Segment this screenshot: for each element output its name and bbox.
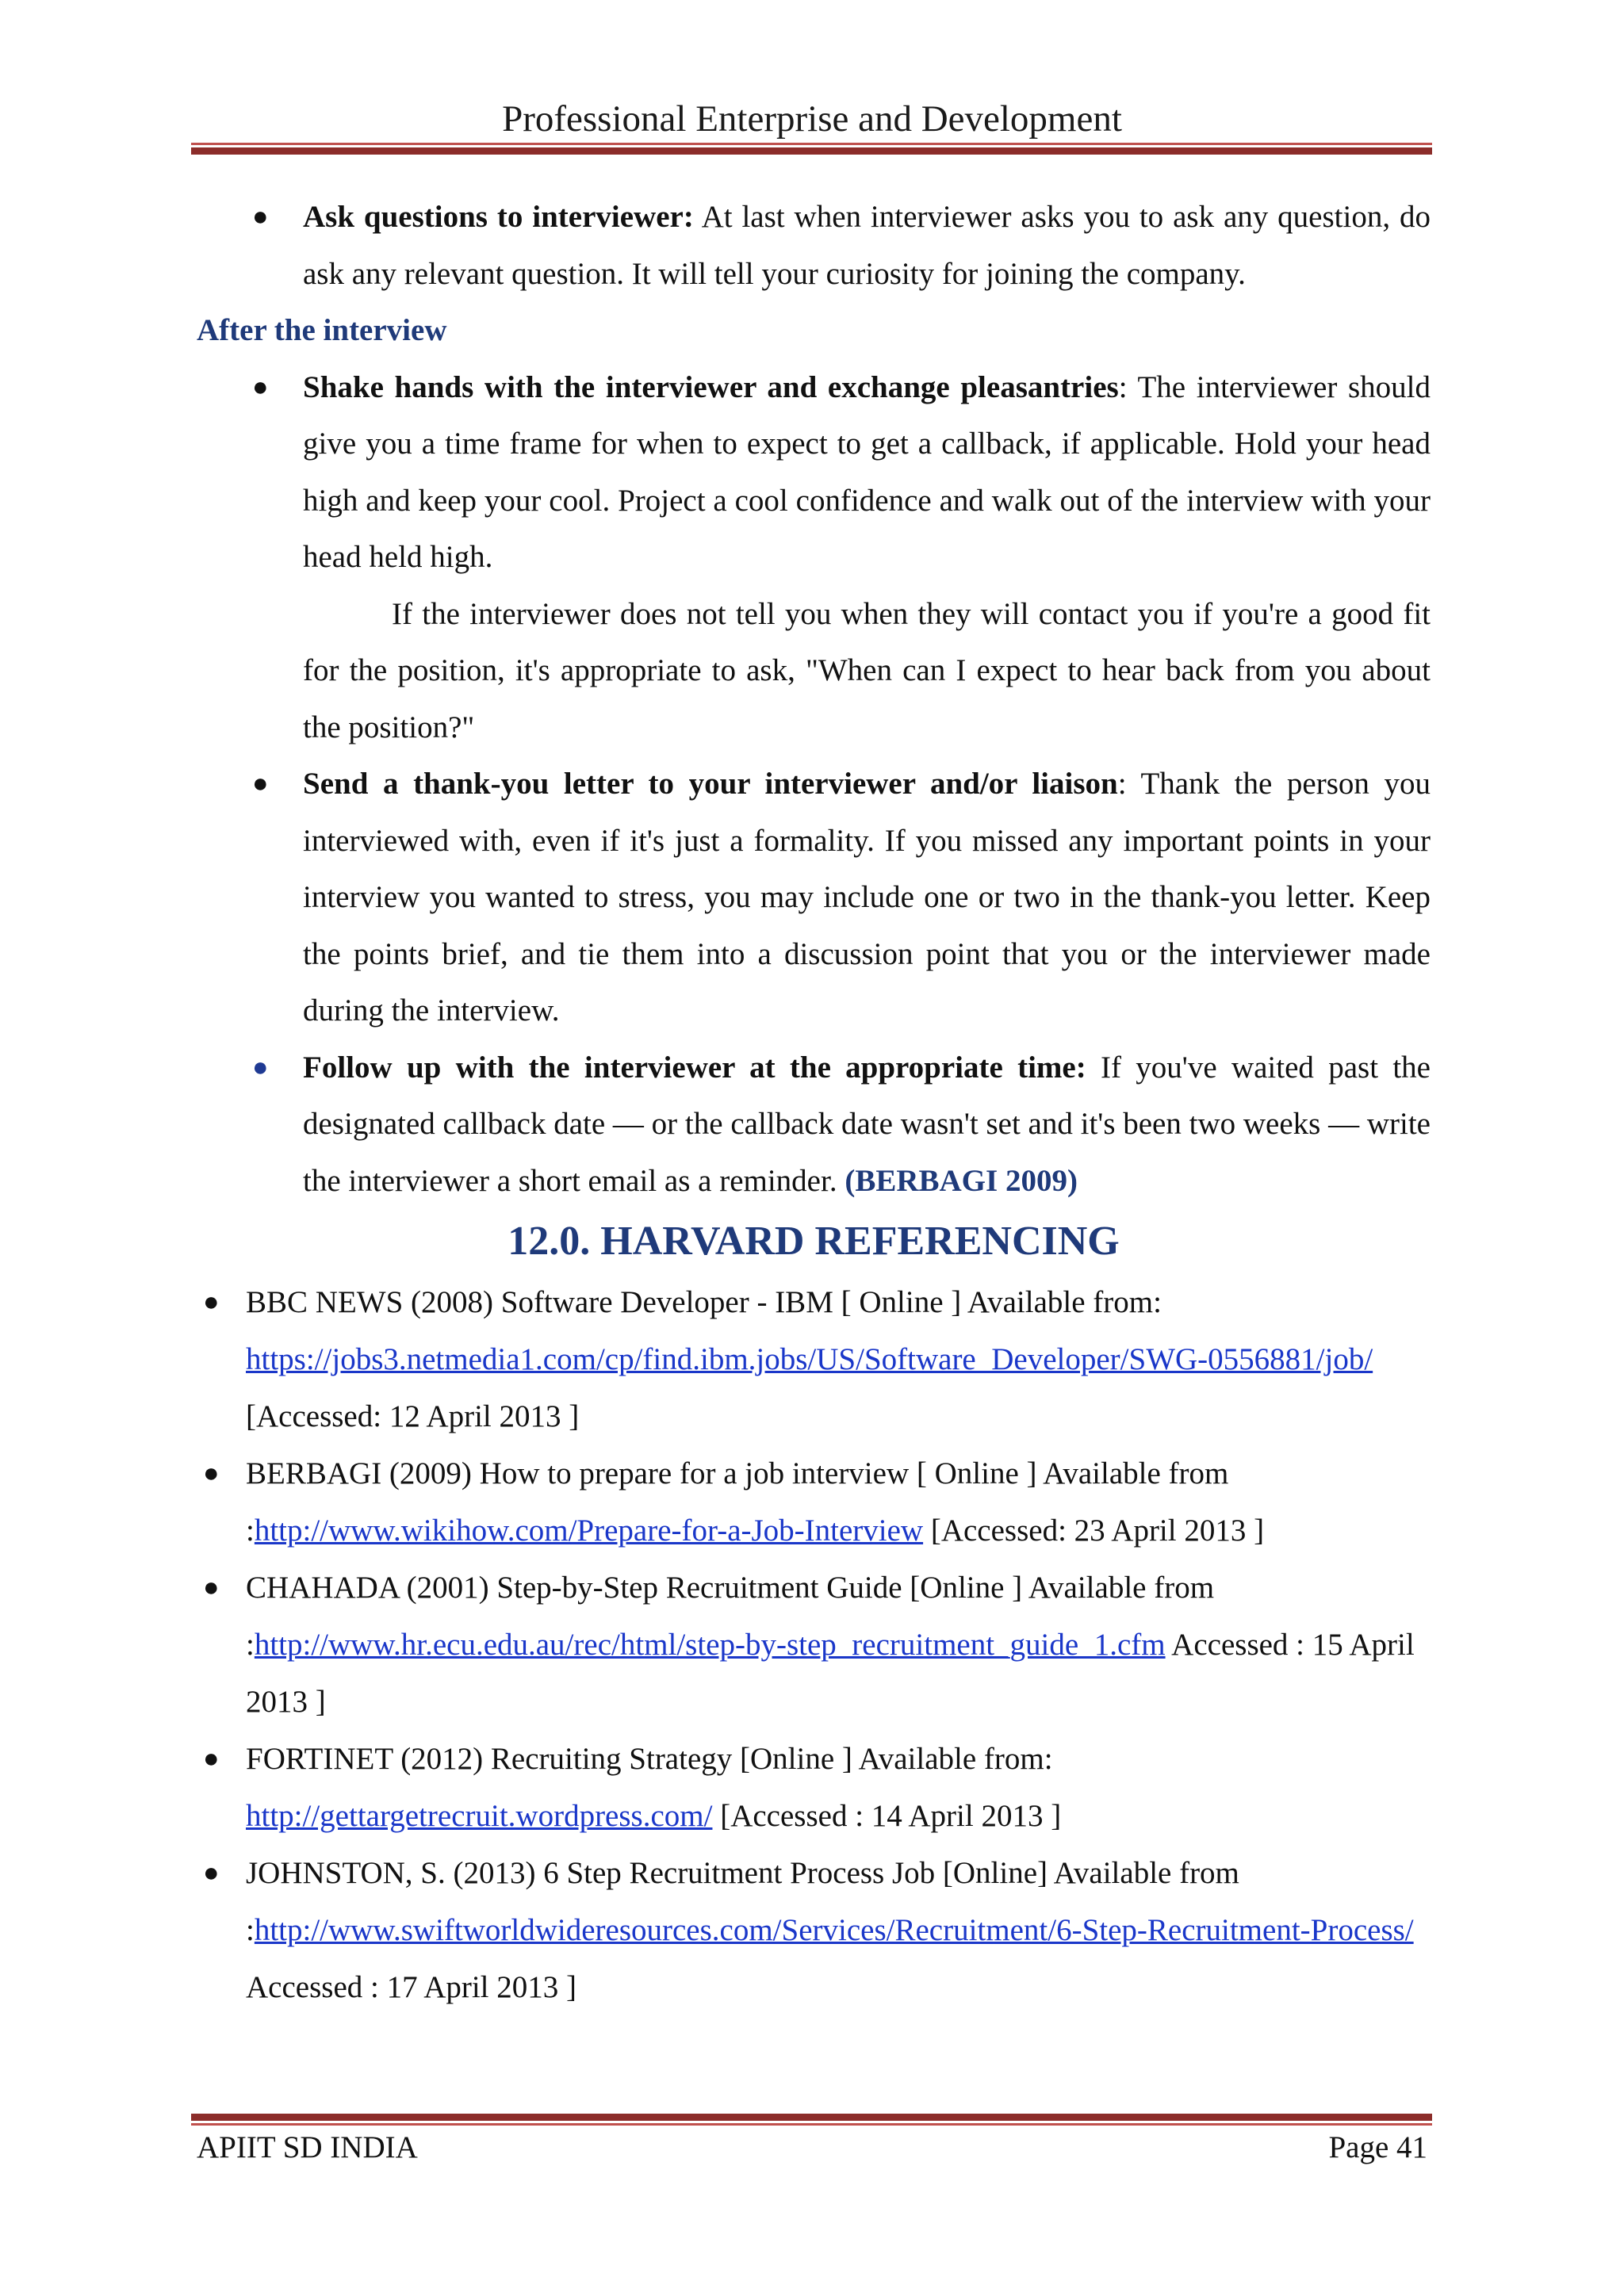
reference-item — [197, 1445, 1431, 1559]
bullet-icon: ● — [252, 372, 269, 402]
reference-accessed: Accessed : 15 April 2013 ] — [246, 1628, 1415, 1719]
reference-item — [197, 1731, 1431, 1845]
page-header-title: Professional Enterprise and Development — [502, 98, 1122, 140]
reference-list — [197, 1274, 1431, 2016]
bullet-icon: ● — [203, 1459, 220, 1488]
bullet-heading: Ask questions to interviewer: — [303, 200, 694, 234]
reference-accessed: [Accessed: 23 April 2013 ] — [923, 1513, 1265, 1548]
bullet-shake-hands — [197, 359, 1431, 586]
footer-organization: APIIT SD INDIA — [197, 2130, 418, 2164]
reference-text: JOHNSTON, S. (2013) 6 Step Recruitment Process Job [Online] Available from : — [246, 1856, 1239, 1947]
bullet-icon: ● — [252, 202, 269, 232]
reference-item — [197, 1559, 1431, 1731]
reference-item — [197, 1845, 1431, 2016]
paragraph-text: If the interviewer does not tell you when they will contact you if you're a good fit for the position, it's appropriate to ask, "When can I expect to hear back from you about the position?" — [303, 596, 1431, 744]
bullet-icon: ● — [252, 1052, 269, 1082]
reference-link[interactable]: http://www.swiftworldwideresources.com/Services/Recruitment/6-Step-Recruitment-Process/ — [254, 1913, 1414, 1947]
reference-text: FORTINET (2012) Recruiting Strategy [Online ] Available from: — [246, 1742, 1053, 1776]
reference-link[interactable]: https://jobs3.netmedia1.com/cp/find.ibm.jobs/US/Software_Developer/SWG-0556881/job/ — [246, 1342, 1373, 1376]
reference-link[interactable]: http://gettargetrecruit.wordpress.com/ — [246, 1799, 713, 1833]
bullet-text: : The interviewer should give you a time frame for when to expect to get a callback, if applicable. Hold your head high and keep your cool. Project a cool confidence and walk out of the interview with your head held high. — [303, 369, 1431, 574]
bullet-follow-up — [197, 1039, 1431, 1210]
section-title: 12.0. HARVARD REFERENCING — [508, 1219, 1120, 1264]
bullet-heading: Follow up with the interviewer at the appropriate time: — [303, 1050, 1086, 1085]
reference-text: BBC NEWS (2008) Software Developer - IBM [ Online ] Available from: — [246, 1285, 1162, 1319]
bullet-heading: Send a thank-you letter to your interviewer and/or liaison — [303, 767, 1118, 801]
header-rule — [191, 143, 1432, 155]
bullet-icon: ● — [252, 769, 269, 798]
reference-text: BERBAGI (2009) How to prepare for a job interview [ Online ] Available from : — [246, 1456, 1229, 1548]
reference-accessed: [Accessed : 14 April 2013 ] — [712, 1799, 1062, 1833]
footer-page-number: Page 41 — [1328, 2130, 1427, 2164]
bullet-icon: ● — [203, 1744, 220, 1774]
bullet-thank-you — [197, 756, 1431, 1039]
citation: (BERBAGI 2009) — [845, 1163, 1078, 1198]
footer-rule — [191, 2114, 1432, 2126]
bullet-text: At last when interviewer asks you to ask any question, do ask any relevant question. It will tell your curiosity for joining the company. — [303, 200, 1431, 291]
reference-link[interactable]: http://www.wikihow.com/Prepare-for-a-Job-Interview — [254, 1513, 924, 1548]
bullet-icon: ● — [203, 1288, 220, 1317]
bullet-icon: ● — [203, 1573, 220, 1602]
bullet-text: If you've waited past the designated callback date — or the callback date wasn't set and it's been two weeks — write the interviewer a short email as a reminder. — [303, 1050, 1431, 1198]
indented-paragraph — [197, 586, 1431, 756]
reference-accessed: [Accessed: 12 April 2013 ] — [246, 1399, 580, 1433]
reference-accessed: Accessed : 17 April 2013 ] — [246, 1970, 577, 2004]
reference-item — [197, 1274, 1431, 1445]
bullet-text: : Thank the person you interviewed with, even if it's just a formality. If you missed any important points in your interview you wanted to stress, you may include one or two in the thank-you letter. Keep the points brief, and tie them into a discussion point that you or the interviewer made during the interview. — [303, 767, 1431, 1027]
section-subheading: After the interview — [197, 313, 447, 347]
reference-text: CHAHADA (2001) Step-by-Step Recruitment Guide [Online ] Available from : — [246, 1571, 1215, 1662]
bullet-ask-questions — [197, 189, 1431, 302]
page-body — [197, 189, 1431, 2016]
reference-link[interactable]: http://www.hr.ecu.edu.au/rec/html/step-by-step_recruitment_guide_1.cfm — [254, 1628, 1166, 1662]
bullet-heading: Shake hands with the interviewer and exchange pleasantries — [303, 369, 1119, 404]
bullet-icon: ● — [203, 1858, 220, 1888]
